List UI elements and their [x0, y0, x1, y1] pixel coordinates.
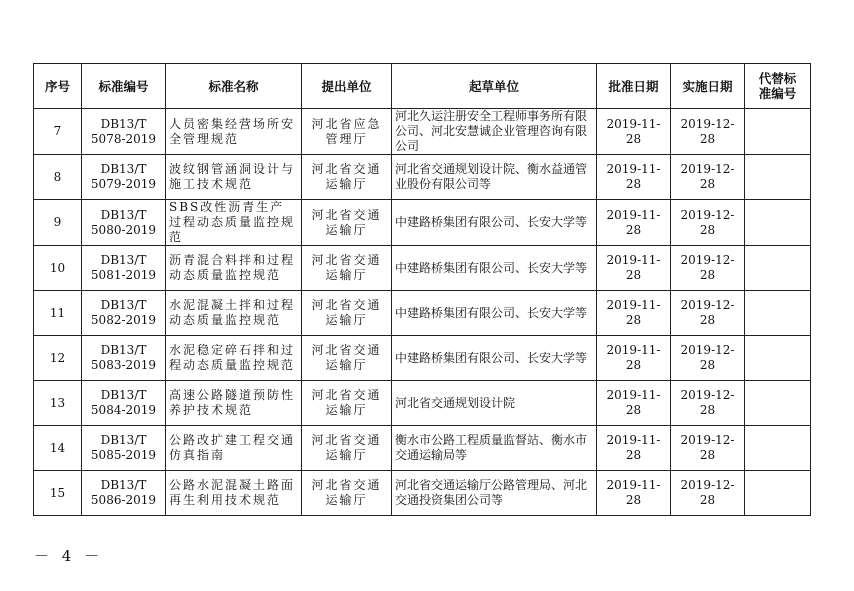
standard-code-number: 5080-2019 [90, 222, 157, 237]
table-row [34, 471, 811, 516]
standard-name: 高速公路隧道预防性养护技术规范 [166, 381, 302, 426]
standard-code-number: 5082-2019 [90, 313, 157, 327]
table-row [34, 200, 811, 246]
replaced-standard [745, 109, 811, 155]
standard-code-number: 5078-2019 [90, 131, 157, 146]
standard-name: 水泥混凝土拌和过程动态质量监控规范 [166, 291, 302, 336]
row-number: 9 [34, 200, 82, 246]
replaced-standard [745, 291, 811, 336]
replaced-standard [745, 471, 811, 516]
standard-code [82, 471, 166, 516]
replaced-standard [745, 246, 811, 291]
implementation-date: 2019-12-28 [671, 426, 745, 471]
row-number: 8 [34, 155, 82, 200]
standard-code-prefix: DB13/T [100, 343, 147, 357]
drafting-unit: 中建路桥集团有限公司、长安大学等 [392, 200, 597, 246]
page-number: － 4 － [34, 547, 104, 565]
standard-code-number: 5085-2019 [90, 448, 157, 462]
standard-code-number: 5079-2019 [90, 177, 157, 191]
drafting-unit: 衡水市公路工程质量监督站、衡水市交通运输局等 [392, 426, 597, 471]
table-row [34, 381, 811, 426]
drafting-unit: 河北久运注册安全工程师事务所有限公司、河北安慧诚企业管理咨询有限公司 [392, 109, 597, 155]
header-cell: 提出单位 [302, 64, 392, 109]
standard-code-number: 5086-2019 [90, 493, 157, 507]
standard-code-prefix: DB13/T [100, 388, 147, 402]
approval-date: 2019-11-28 [597, 471, 671, 516]
approval-date: 2019-11-28 [597, 200, 671, 246]
header-cell: 起草单位 [392, 64, 597, 109]
table-body [34, 109, 811, 516]
standard-code-prefix: DB13/T [100, 162, 147, 176]
implementation-date: 2019-12-28 [671, 155, 745, 200]
header-cell: 实施日期 [671, 64, 745, 109]
approval-date: 2019-11-28 [597, 336, 671, 381]
standard-code-number: 5084-2019 [90, 403, 157, 417]
approval-date: 2019-11-28 [597, 381, 671, 426]
implementation-date: 2019-12-28 [671, 246, 745, 291]
replaced-standard [745, 336, 811, 381]
row-number: 12 [34, 336, 82, 381]
standard-code-prefix: DB13/T [100, 207, 147, 222]
drafting-unit: 河北省交通规划设计院、衡水益通管业股份有限公司等 [392, 155, 597, 200]
standard-code-number: 5081-2019 [90, 268, 157, 282]
header-cell: 标准编号 [82, 64, 166, 109]
row-number: 7 [34, 109, 82, 155]
implementation-date: 2019-12-28 [671, 381, 745, 426]
implementation-date: 2019-12-28 [671, 336, 745, 381]
proposing-unit: 河北省交通运输厅 [302, 200, 392, 246]
replaced-standard [745, 426, 811, 471]
row-number: 10 [34, 246, 82, 291]
table-row [34, 426, 811, 471]
standard-code [82, 381, 166, 426]
standard-code-prefix: DB13/T [100, 298, 147, 312]
table-row [34, 109, 811, 155]
standard-name: 人员密集经营场所安全管理规范 [166, 109, 302, 155]
implementation-date: 2019-12-28 [671, 471, 745, 516]
replaced-standard [745, 155, 811, 200]
standard-code [82, 426, 166, 471]
replaced-standard [745, 200, 811, 246]
row-number: 13 [34, 381, 82, 426]
header-cell: 标准名称 [166, 64, 302, 109]
proposing-unit: 河北省交通运输厅 [302, 381, 392, 426]
standard-name: 公路水泥混凝土路面再生利用技术规范 [166, 471, 302, 516]
approval-date: 2019-11-28 [597, 246, 671, 291]
standard-code-prefix: DB13/T [100, 478, 147, 492]
table-row [34, 336, 811, 381]
drafting-unit: 中建路桥集团有限公司、长安大学等 [392, 336, 597, 381]
approval-date: 2019-11-28 [597, 426, 671, 471]
drafting-unit: 河北省交通规划设计院 [392, 381, 597, 426]
standard-name: SBS改性沥青生产过程动态质量监控规范 [166, 200, 302, 246]
table-row [34, 291, 811, 336]
proposing-unit: 河北省交通运输厅 [302, 471, 392, 516]
standard-code [82, 291, 166, 336]
proposing-unit: 河北省交通运输厅 [302, 155, 392, 200]
proposing-unit: 河北省交通运输厅 [302, 291, 392, 336]
row-number: 14 [34, 426, 82, 471]
table-row [34, 155, 811, 200]
drafting-unit: 河北省交通运输厅公路管理局、河北交通投资集团公司等 [392, 471, 597, 516]
standard-code [82, 155, 166, 200]
approval-date: 2019-11-28 [597, 109, 671, 155]
table-row [34, 246, 811, 291]
header-cell: 序号 [34, 64, 82, 109]
standard-code-prefix: DB13/T [100, 116, 147, 131]
proposing-unit: 河北省交通运输厅 [302, 426, 392, 471]
row-number: 15 [34, 471, 82, 516]
implementation-date: 2019-12-28 [671, 200, 745, 246]
implementation-date: 2019-12-28 [671, 291, 745, 336]
standard-name: 水泥稳定碎石拌和过程动态质量监控规范 [166, 336, 302, 381]
drafting-unit: 中建路桥集团有限公司、长安大学等 [392, 246, 597, 291]
standard-name: 沥青混合料拌和过程动态质量监控规范 [166, 246, 302, 291]
standards-table [33, 63, 811, 516]
standard-code [82, 200, 166, 246]
approval-date: 2019-11-28 [597, 155, 671, 200]
standard-code-prefix: DB13/T [100, 433, 147, 447]
header-cell: 代替标准编号 [745, 64, 811, 109]
standard-code [82, 336, 166, 381]
row-number: 11 [34, 291, 82, 336]
standard-code-prefix: DB13/T [100, 253, 147, 267]
proposing-unit: 河北省交通运输厅 [302, 336, 392, 381]
proposing-unit: 河北省交通运输厅 [302, 246, 392, 291]
standard-name: 公路改扩建工程交通仿真指南 [166, 426, 302, 471]
standard-code [82, 109, 166, 155]
drafting-unit: 中建路桥集团有限公司、长安大学等 [392, 291, 597, 336]
table-header-row [34, 64, 811, 109]
standard-name: 波纹钢管涵洞设计与施工技术规范 [166, 155, 302, 200]
implementation-date: 2019-12-28 [671, 109, 745, 155]
standard-code [82, 246, 166, 291]
header-cell: 批准日期 [597, 64, 671, 109]
approval-date: 2019-11-28 [597, 291, 671, 336]
standard-code-number: 5083-2019 [90, 358, 157, 372]
replaced-standard [745, 381, 811, 426]
proposing-unit: 河北省应急管理厅 [302, 109, 392, 155]
